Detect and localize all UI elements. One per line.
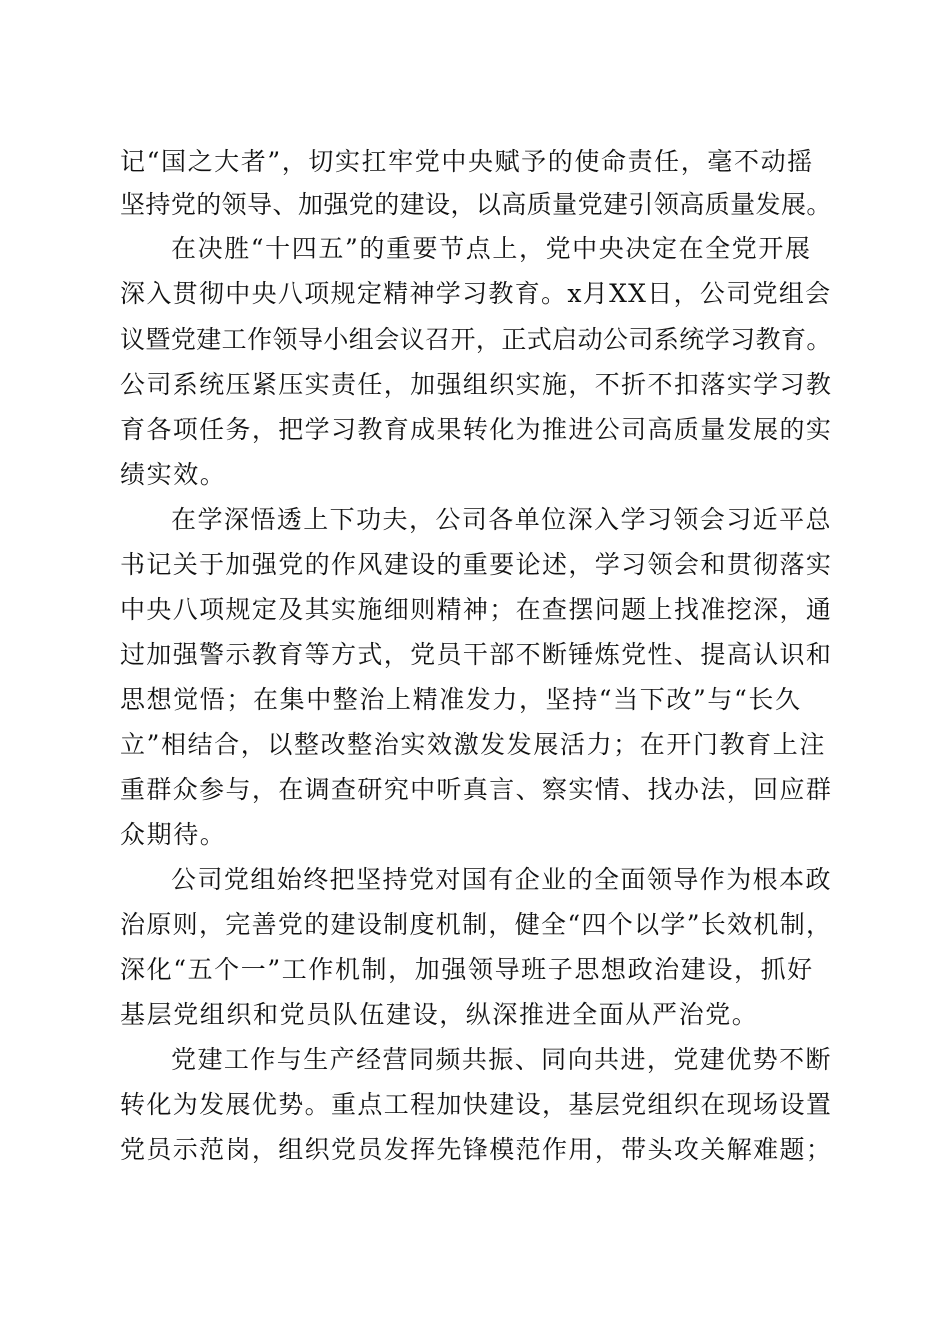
paragraph-line: 公司系统压紧压实责任，加强组织实施，不折不扣落实学习教 bbox=[120, 370, 833, 399]
paragraph-line: 思想觉悟；在集中整治上精准发力，坚持“当下改”与“长久 bbox=[120, 685, 802, 714]
paragraph-line: 深入贯彻中央八项规定精神学习教育。x月XX日，公司党组会 bbox=[120, 279, 832, 308]
paragraph-line: 众期待。 bbox=[120, 820, 227, 849]
paragraph-line: 中央八项规定及其实施细则精神；在查摆问题上找准挖深，通 bbox=[120, 595, 833, 624]
paragraph-line: 议暨党建工作领导小组会议召开，正式启动公司系统学习教育。 bbox=[120, 325, 832, 354]
paragraph-line: 深化“五个一”工作机制，加强领导班子思想政治建设，抓好 bbox=[120, 955, 814, 984]
paragraph-line: 转化为发展优势。重点工程加快建设，基层党组织在现场设置 bbox=[120, 1090, 833, 1119]
paragraph-line: 治原则，完善党的建设制度机制，健全“四个以学”长效机制， bbox=[120, 910, 833, 939]
paragraph-line: 书记关于加强党的作风建设的重要论述，学习领会和贯彻落实 bbox=[120, 550, 833, 579]
paragraph-line: 基层党组织和党员队伍建设，纵深推进全面从严治党。 bbox=[120, 1000, 759, 1029]
paragraph-line: 育各项任务，把学习教育成果转化为推进公司高质量发展的实 bbox=[120, 415, 833, 444]
paragraph-line: 立”相结合，以整改整治实效激发发展活力；在开门教育上注 bbox=[120, 730, 826, 759]
paragraph-line: 公司党组始终把坚持党对国有企业的全面领导作为根本政 bbox=[171, 865, 833, 894]
paragraph-line: 在决胜“十四五”的重要节点上，党中央决定在全党开展 bbox=[171, 234, 812, 263]
paragraph-line: 绩实效。 bbox=[120, 460, 227, 489]
paragraph-line: 在学深悟透上下功夫，公司各单位深入学习领会习近平总 bbox=[171, 505, 833, 534]
paragraph-line: 党员示范岗，组织党员发挥先锋模范作用，带头攻关解难题； bbox=[120, 1135, 833, 1164]
paragraph-line: 党建工作与生产经营同频共振、同向共进，党建优势不断 bbox=[171, 1045, 833, 1074]
paragraph-line: 记“国之大者”，切实扛牢党中央赋予的使命责任，毫不动摇 bbox=[120, 147, 814, 176]
paragraph-line: 重群众参与，在调查研究中听真言、察实情、找办法，回应群 bbox=[120, 775, 833, 804]
paragraph-line: 过加强警示教育等方式，党员干部不断锤炼党性、提高认识和 bbox=[120, 640, 833, 669]
paragraph-line: 坚持党的领导、加强党的建设，以高质量党建引领高质量发展。 bbox=[120, 190, 832, 219]
